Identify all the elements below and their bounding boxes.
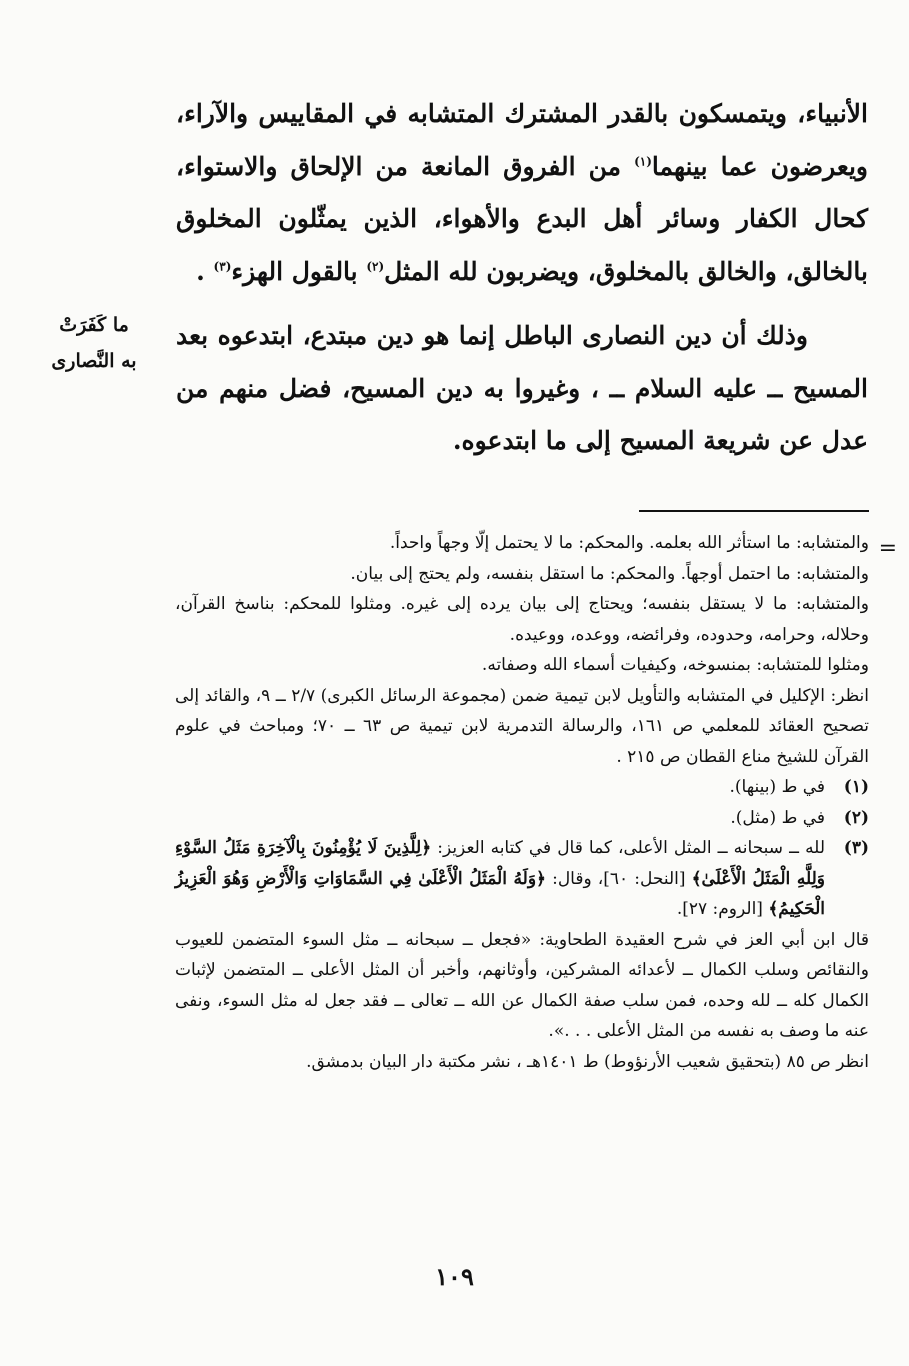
paragraph-1-period: . xyxy=(196,256,214,286)
footnote-1 xyxy=(175,772,869,803)
footnote-1-text: في ط (بينها). xyxy=(729,777,825,797)
continuation-mark: = xyxy=(878,536,897,561)
footnote-3-intro: لله ــ سبحانه ــ المثل الأعلى، كما قال في كتابه العزيز: xyxy=(431,838,825,858)
footnote-cont-line-5: انظر: الإكليل في المتشابه والتأويل لابن تيمية ضمن (مجموعة الرسائل الكبرى) ٢/٧ ــ ٩، والقائد إلى تصحيح العقائد للمعلمي ص ١٦١، والرسالة التدمرية لابن تيمية ص ٦٣ ــ ٧٠؛ ومباحث في علوم القرآن للشيخ مناع القطان ص ٢١٥ . xyxy=(175,685,869,767)
footnote-3 xyxy=(175,833,869,925)
paragraph-1-text-end: بالقول الهزء xyxy=(231,256,367,286)
footnote-2-text: في ط (مثل). xyxy=(730,807,825,828)
paragraph-1-text: الأنبياء، ويتمسكون بالقدر المشترك المتشابه في المقاييس والآراء، ويعرضون عما بينهما xyxy=(176,99,868,181)
footnote-ref-2: (٢) xyxy=(366,259,385,274)
main-text xyxy=(176,88,868,468)
verse-1-reference: [النحل: ٦٠]، وقال: xyxy=(546,868,692,889)
margin-heading xyxy=(39,307,149,379)
footnote-2-number: (٢) xyxy=(843,807,869,828)
footnote-1-number: (١) xyxy=(843,777,869,797)
quran-verse-1: ﴿لِلَّذِينَ لَا يُؤْمِنُونَ بِالْآخِرَةِ مَثَلُ السَّوْءِ وَلِلَّهِ الْمَثَلُ الْأَعْلَىٰ﴾ xyxy=(175,838,825,889)
footnote-cont-line-4: ومثلوا للمتشابه: بمنسوخه، وكيفيات أسماء الله وصفاته. xyxy=(481,655,869,675)
footnote-separator xyxy=(639,510,869,512)
footnote-cont-line-3: والمتشابه: ما لا يستقل بنفسه؛ ويحتاج إلى بيان يرده إلى غيره. ومثلوا للمحكم: بناسخ القرآن، وحلاله، وحرامه، وحدوده، وفرائضه، ووعده، ووعيده. xyxy=(175,594,869,645)
paragraph-1-text-cont: من الفروق المانعة من الإلحاق والاستواء، كحال الكفار وسائر أهل البدع والأهواء، الذين يمثّلون المخلوق بالخالق، والخالق بالمخلوق، ويضربون لله المثل xyxy=(176,151,868,286)
margin-heading-line-1: ما كَفَرَتْ xyxy=(59,314,129,336)
footnote-3-number: (٣) xyxy=(843,838,869,858)
footnote-2 xyxy=(175,803,869,834)
quran-verse-2: ﴿وَلَهُ الْمَثَلُ الْأَعْلَىٰ فِي السَّمَاوَاتِ وَالْأَرْضِ وَهُوَ الْعَزِيزُ الْحَكِيمُ﴾ xyxy=(175,868,825,919)
footnote-3-body xyxy=(175,833,825,925)
footnotes xyxy=(175,528,897,1077)
page-number: ١٠٩ xyxy=(435,1262,474,1291)
main-paragraph-1 xyxy=(176,88,868,298)
margin-heading-line-2: به النَّصارى xyxy=(51,350,137,372)
footnote-cont-line-2: والمتشابه: ما احتمل أوجهاً. والمحكم: ما استقل بنفسه، ولم يحتج إلى بيان. xyxy=(350,563,869,584)
footnote-3-source: انظر ص ٨٥ (بتحقيق شعيب الأرنؤوط) ط ١٤٠١هـ ، نشر مكتبة دار البيان بدمشق. xyxy=(306,1051,869,1072)
footnote-3-quote: قال ابن أبي العز في شرح العقيدة الطحاوية: «فجعل ــ سبحانه ــ مثل السوء المتضمن للعيوب والنقائص وسلب الكمال ــ لأعدائه المشركين، وأوثانهم، وأخبر أن المثل الأعلى ــ المتضمن لإثبات الكمال كله ــ لله وحده، فمن سلب صفة الكمال عن الله ــ تعالى ــ فقد جعل له مثل السوء، ونفى عنه ما وصف به نفسه من المثل الأعلى . . .». xyxy=(175,929,869,1041)
footnote-ref-3: (٣) xyxy=(213,259,232,274)
verse-2-reference: [الروم: ٢٧]. xyxy=(676,899,769,919)
main-paragraph-2: وذلك أن دين النصارى الباطل إنما هو دين مبتدع، ابتدعوه بعد المسيح ــ عليه السلام ــ ، وغيروا به دين المسيح، فضل منهم من عدل عن شريعة المسيح إلى ما ابتدعوه. xyxy=(176,321,868,455)
footnote-ref-1: (١) xyxy=(634,154,652,169)
footnote-cont-line-1: والمتشابه: ما استأثر الله بعلمه. والمحكم: ما لا يحتمل إلّا وجهاً واحداً. xyxy=(389,533,869,553)
